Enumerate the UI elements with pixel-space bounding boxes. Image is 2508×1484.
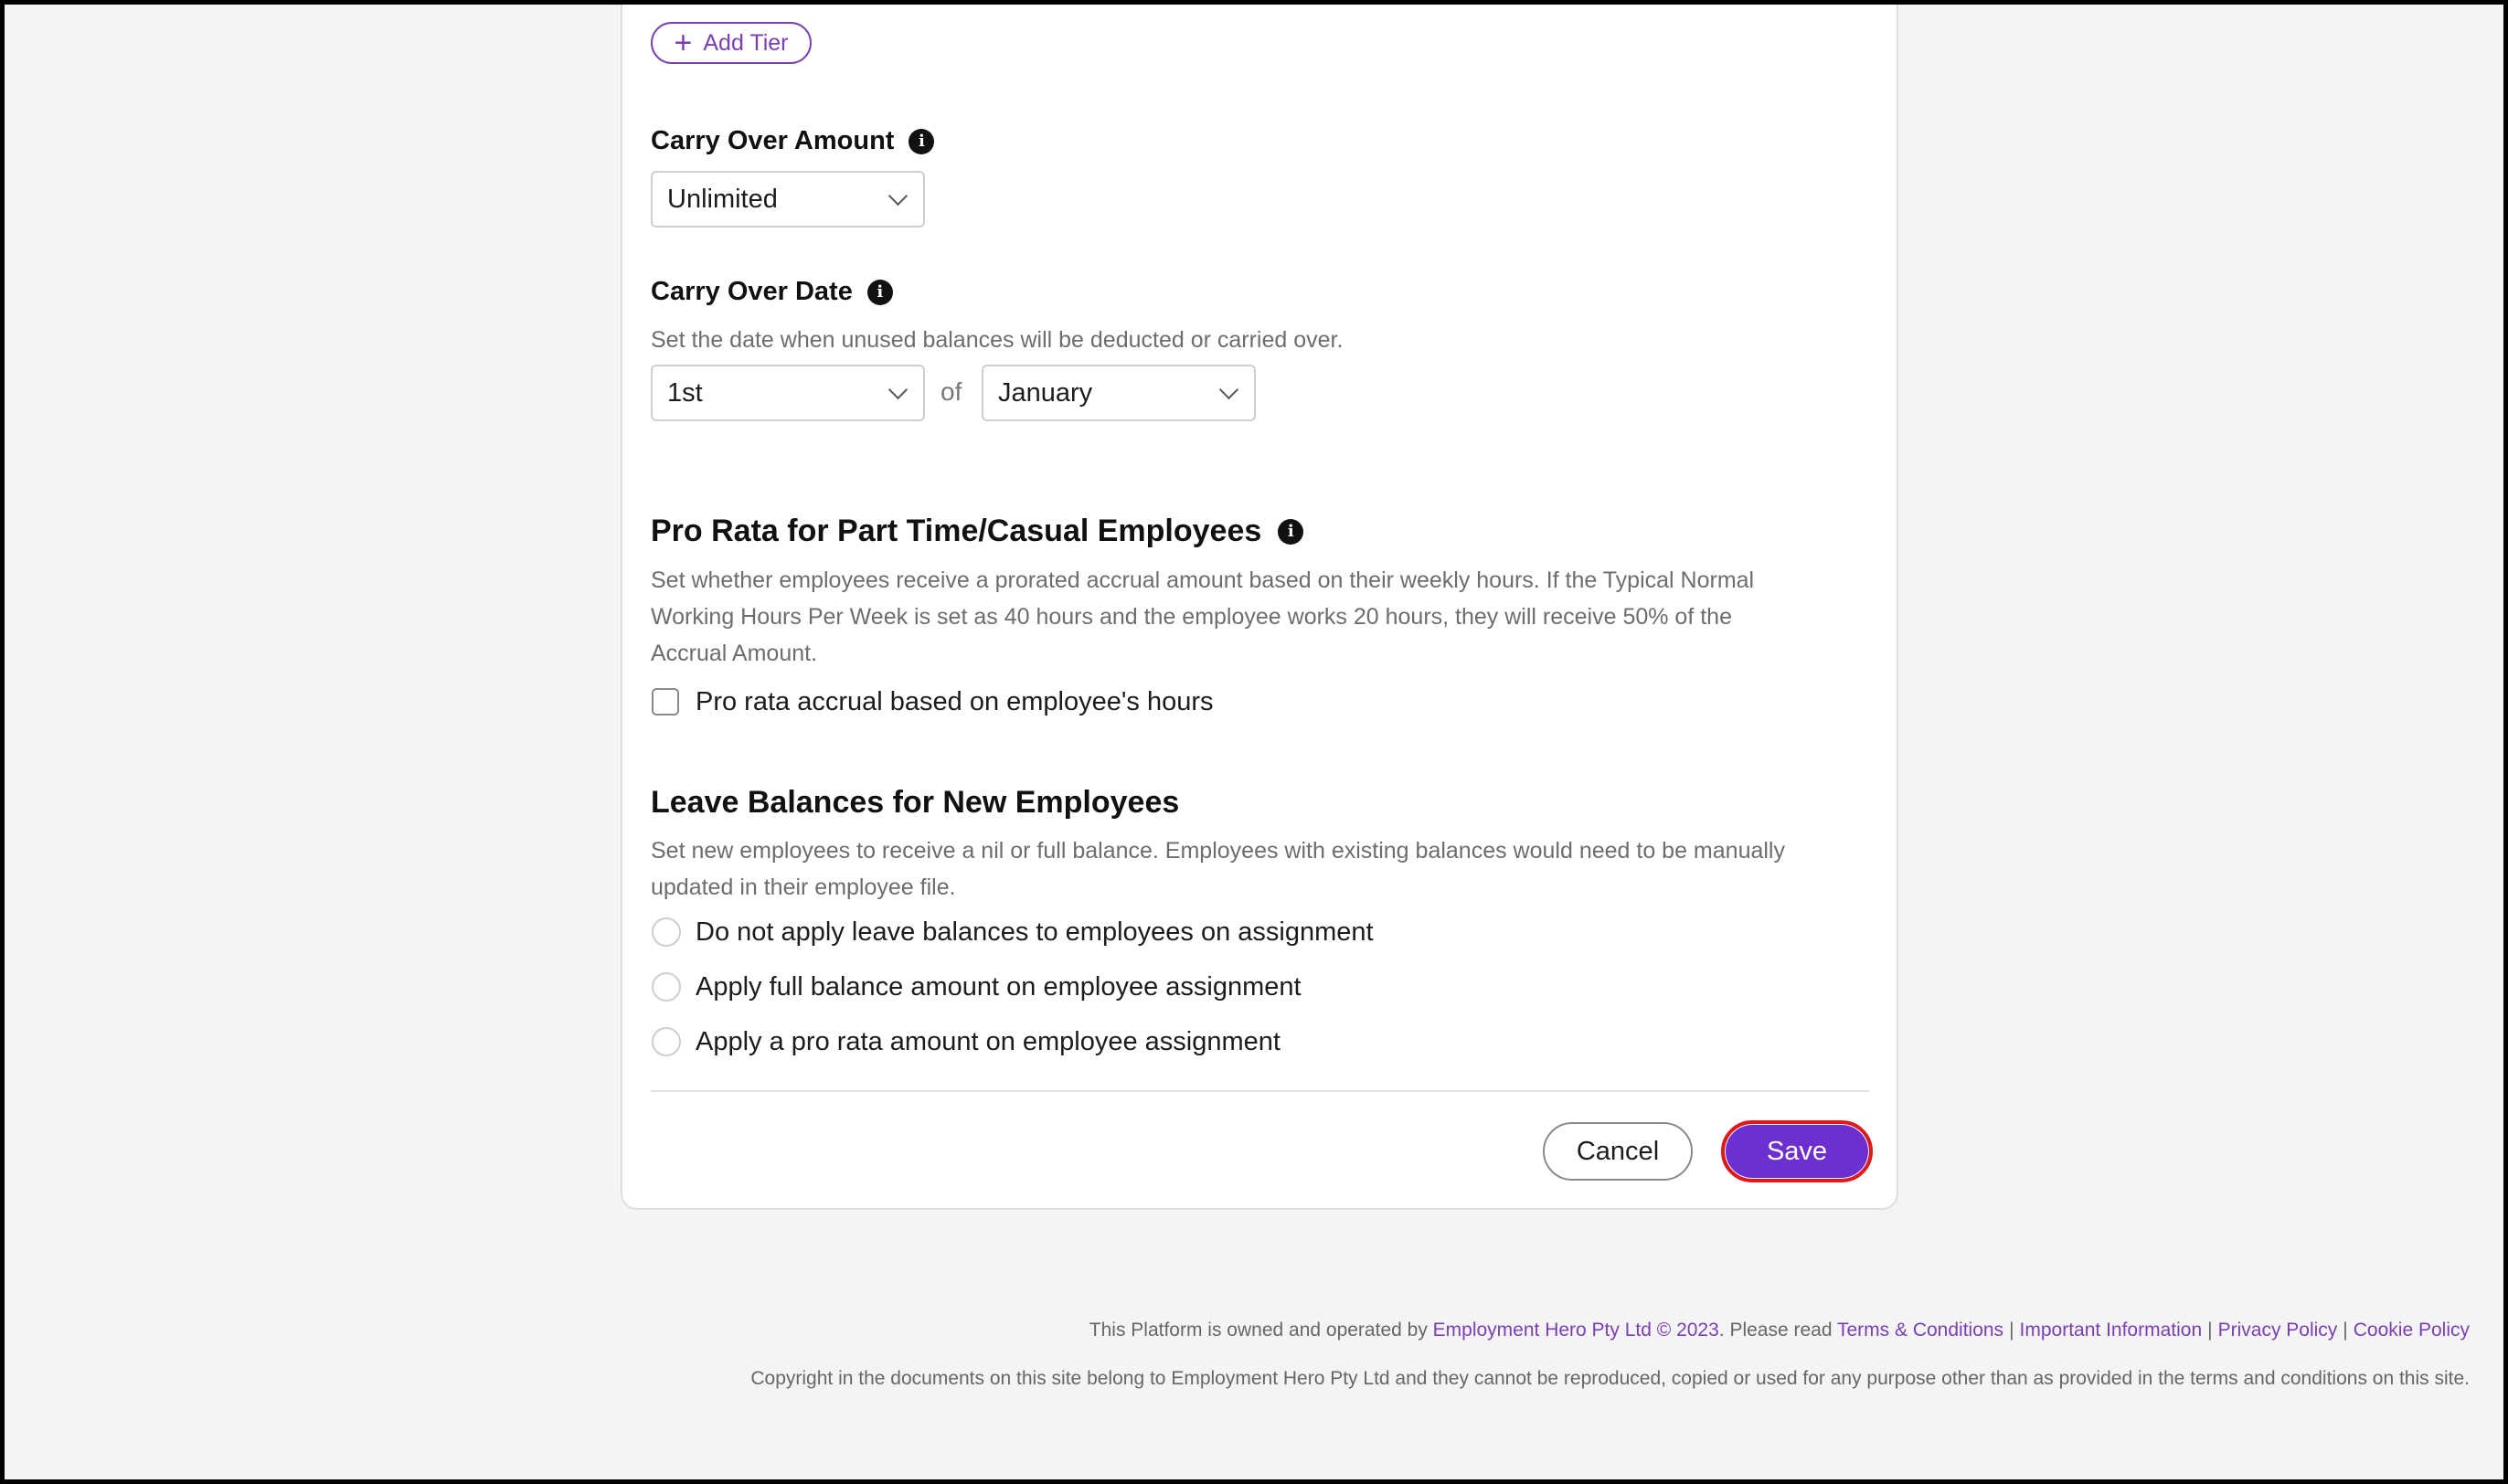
- save-button[interactable]: Save: [1721, 1120, 1873, 1182]
- pro-rata-description: [651, 562, 1754, 672]
- leave-balances-description-line: Set new employees to receive a nil or full balance. Employees with existing balances would need to be manually: [651, 838, 1785, 864]
- terms-link[interactable]: Terms & Conditions: [1836, 1320, 2004, 1341]
- of-text: of: [940, 377, 962, 406]
- chevron-down-icon: [888, 186, 908, 205]
- leave-balances-description-line: updated in their employee file.: [651, 874, 956, 900]
- cookie-policy-link[interactable]: Cookie Policy: [2353, 1320, 2470, 1341]
- carry-over-date-text: Carry Over Date: [651, 277, 853, 306]
- radio-no-leave-balance[interactable]: [652, 917, 681, 947]
- radio-full-balance[interactable]: [652, 972, 681, 1002]
- plus-icon: +: [674, 26, 693, 60]
- leave-balances-description: [651, 832, 1785, 906]
- footer-copyright: Copyright in the documents on this site belong to Employment Hero Pty Ltd and they cannot be reproduced, copied or used for any purpose other than as provided in the terms and conditions on this site.: [750, 1368, 2470, 1389]
- radio-label-pro-rata-amount[interactable]: Apply a pro rata amount on employee assignment: [696, 1027, 1281, 1056]
- carry-over-month-value: January: [998, 377, 1093, 408]
- carry-over-date-label: [651, 277, 893, 307]
- footer-separator: |: [2343, 1320, 2348, 1341]
- pro-rata-description-line: Accrual Amount.: [651, 641, 818, 666]
- pro-rata-heading: [651, 514, 1303, 549]
- info-icon[interactable]: i: [909, 129, 934, 154]
- carry-over-amount-text: Carry Over Amount: [651, 126, 895, 155]
- company-link[interactable]: Employment Hero Pty Ltd © 2023: [1432, 1320, 1719, 1341]
- add-tier-label: Add Tier: [703, 29, 789, 56]
- carry-over-date-description: Set the date when unused balances will be deducted or carried over.: [651, 327, 1344, 353]
- carry-over-day-select[interactable]: [651, 365, 925, 421]
- pro-rata-checkbox[interactable]: [652, 688, 679, 716]
- pro-rata-description-line: Set whether employees receive a prorated accrual amount based on their weekly hours. If the Typical Normal: [651, 567, 1755, 593]
- pro-rata-checkbox-label[interactable]: Pro rata accrual based on employee's hours: [696, 687, 1214, 716]
- leave-balances-heading: [651, 785, 1179, 821]
- pro-rata-description-line: Working Hours Per Week is set as 40 hours and the employee works 20 hours, they will receive 50% of the: [651, 604, 1732, 630]
- form-divider: [651, 1090, 1869, 1092]
- info-icon[interactable]: i: [867, 280, 893, 305]
- radio-pro-rata-amount[interactable]: [652, 1027, 681, 1056]
- carry-over-month-select[interactable]: [982, 365, 1256, 421]
- footer-please-read: . Please read: [1718, 1320, 1837, 1341]
- leave-balances-title: Leave Balances for New Employees: [651, 785, 1180, 820]
- footer-owned-text: This Platform is owned and operated by: [1089, 1320, 1433, 1341]
- chevron-down-icon: [1219, 379, 1238, 398]
- radio-label-no-leave-balance[interactable]: Do not apply leave balances to employees on assignment: [696, 917, 1374, 947]
- important-information-link[interactable]: Important Information: [2019, 1320, 2203, 1341]
- add-tier-button[interactable]: [651, 22, 812, 64]
- cancel-button[interactable]: Cancel: [1543, 1122, 1693, 1181]
- radio-label-full-balance[interactable]: Apply full balance amount on employee assignment: [696, 972, 1302, 1002]
- chevron-down-icon: [888, 379, 908, 398]
- info-icon[interactable]: i: [1278, 519, 1303, 545]
- carry-over-day-value: 1st: [667, 377, 703, 408]
- carry-over-amount-label: [651, 126, 934, 156]
- pro-rata-title: Pro Rata for Part Time/Casual Employees: [651, 514, 1262, 548]
- footer-separator: |: [2207, 1320, 2213, 1341]
- privacy-policy-link[interactable]: Privacy Policy: [2217, 1320, 2338, 1341]
- footer-ownership: [1089, 1320, 2470, 1341]
- carry-over-amount-select[interactable]: [651, 171, 925, 228]
- footer-separator: |: [2009, 1320, 2014, 1341]
- carry-over-amount-value: Unlimited: [667, 184, 778, 214]
